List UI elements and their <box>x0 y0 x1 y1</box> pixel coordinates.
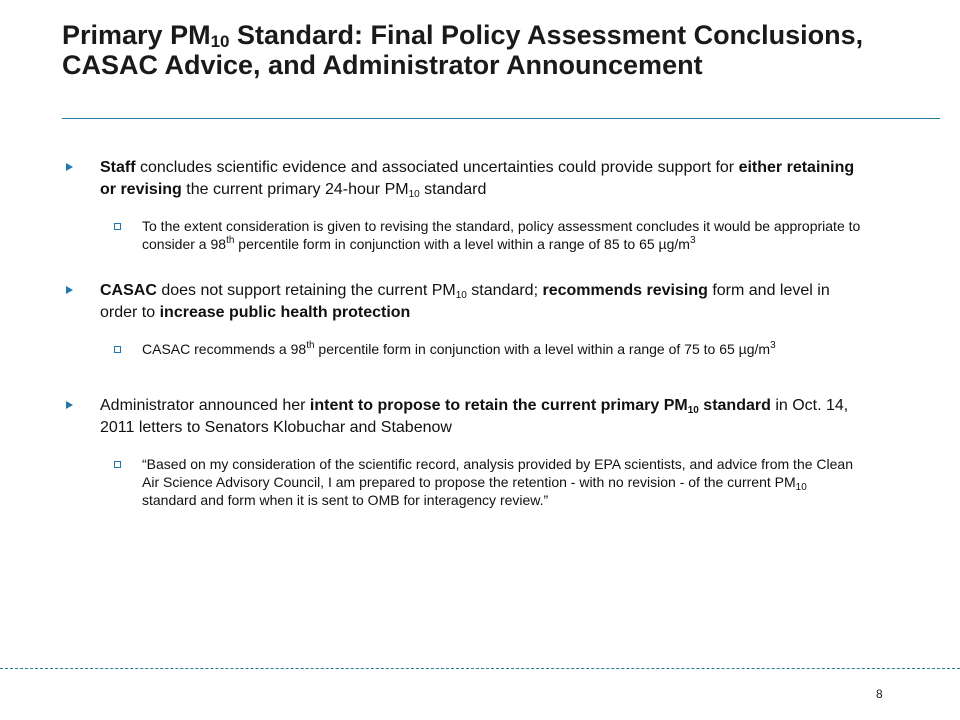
triangle-arrow-icon <box>66 163 73 171</box>
hollow-square-icon <box>114 461 121 468</box>
sub-bullet-staff: To the extent consideration is given to revising the standard, policy assessment concludes it would be appropriate to consider a 98th percentile form in conjunction with a level within a range of 85 to 65 $\mu g/m^3$ <box>62 217 862 253</box>
slide-title: Primary $PM_{10}$ Standard: Final Policy Assessment Conclusions, CASAC Advice, and Administrator Announcement <box>62 20 864 80</box>
bullet-administrator: Administrator announced her intent to propose to retain the current primary $PM_{10}$ standard in Oct. 14, 2011 letters to Senators Klobuchar and Stabenow <box>62 395 862 439</box>
title-divider <box>62 118 940 119</box>
bullet-casac: CASAC does not support retaining the current $PM_{10}$ standard; recommends revising form and level in order to increase public health protection <box>62 280 862 324</box>
sub-bullet-casac: CASAC recommends a 98th percentile form in conjunction with a level within a range of 75 to 65 $\mu g/m^3$ <box>62 340 862 358</box>
triangle-arrow-icon <box>66 401 73 409</box>
footer-divider <box>0 668 960 669</box>
triangle-arrow-icon <box>66 286 73 294</box>
hollow-square-icon <box>114 223 121 230</box>
slide-body <box>62 157 862 509</box>
bullet-staff: Staff concludes scientific evidence and associated uncertainties could provide support for either retaining or revising the current primary 24-hour $PM_{10}$ standard <box>62 157 862 201</box>
sub-bullet-administrator-quote: “Based on my consideration of the scientific record, analysis provided by EPA scientists, and advice from the Clean Air Science Advisory Council, I am prepared to propose the retention - with no revision - of the current $PM_{10}$ standard and form when it is sent to OMB for interagency review.” <box>62 455 862 509</box>
hollow-square-icon <box>114 346 121 353</box>
page-number: 8 <box>876 687 883 701</box>
